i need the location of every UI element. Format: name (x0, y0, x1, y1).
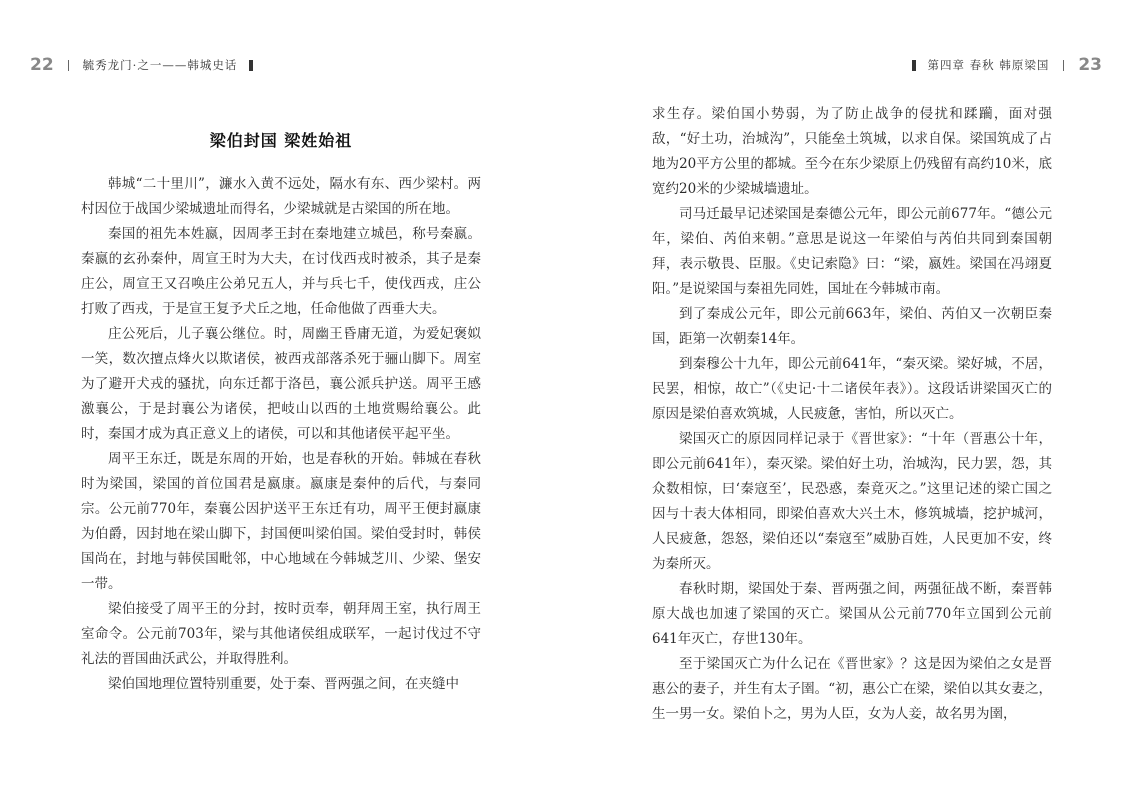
header-divider (1063, 60, 1064, 71)
left-running-title: 毓秀龙门·之一——韩城史话 (82, 58, 238, 72)
right-running-header (912, 54, 1102, 76)
header-divider (68, 60, 69, 71)
paragraph: 庄公死后，儿子襄公继位。时，周幽王昏庸无道，为爱妃褒姒一笑，数次擅点烽火以欺诸侯，被西戎部落杀死于骊山脚下。周室为了避开犬戎的骚扰，向东迁都于洛邑，襄公派兵护送。周平王感激襄公，于是封襄公为诸侯，把岐山以西的土地赏赐给襄公。此时，秦国才成为真正意义上的诸侯，可以和其他诸侯平起平坐。 (81, 326, 481, 442)
paragraph: 春秋时期，梁国处于秦、晋两强之间，两强征战不断，秦晋韩原大战也加速了梁国的灭亡。梁国从公元前770年立国到公元前641年灭亡，存世130年。 (652, 581, 1052, 647)
right-running-title: 第四章 春秋 韩原梁国 (927, 58, 1050, 72)
paragraph: 秦国的祖先本姓嬴，因周孝王封在秦地建立城邑，称号秦嬴。秦嬴的玄孙秦仲，周宣王时为大夫，在讨伐西戎时被杀，其子是秦庄公，周宣王又召唤庄公弟兄五人，并与兵七千，使伐西戎，庄公打败了西戎，于是宣王复予犬丘之地，任命他做了西垂大夫。 (81, 226, 481, 317)
paragraph: 至于梁国灭亡为什么记在《晋世家》？这是因为梁伯之女是晋惠公的妻子，并生有太子圉。“初，惠公亡在梁，梁伯以其女妻之，生一男一女。梁伯卜之，男为人臣，女为人妾，故名男为圉， (652, 656, 1052, 722)
paragraph: 司马迁最早记述梁国是秦德公元年，即公元前677年。“德公元年，梁伯、芮伯来朝。”意思是说这一年梁伯与芮伯共同到秦国朝拜，表示敬畏、臣服。《史记索隐》曰：“梁，嬴姓。梁国在冯翊夏阳。”是说梁国与秦祖先同姓，国址在今韩城市南。 (652, 206, 1052, 297)
left-page-body (81, 104, 481, 697)
right-page-number: 23 (1078, 55, 1102, 75)
right-page-body (652, 102, 1052, 727)
paragraph: 韩城“二十里川”，濂水入黄不远处，隔水有东、西少梁村。两村因位于战国少梁城遗址而得名，少梁城就是古梁国的所在地。 (81, 176, 481, 217)
paragraph: 梁伯国地理位置特别重要，处于秦、晋两强之间，在夹缝中 (108, 676, 459, 692)
left-page-number: 22 (30, 55, 54, 75)
paragraph: 到秦穆公十九年，即公元前641年，“秦灭梁。梁好城，不居，民罢，相惊，故亡”（《史记·十二诸侯年表》）。这段话讲梁国灭亡的原因是梁伯喜欢筑城，人民疲惫，害怕，所以灭亡。 (652, 356, 1052, 422)
paragraph: 梁伯接受了周平王的分封，按时贡奉，朝拜周王室，执行周王室命令。公元前703年，梁与其他诸侯组成联军，一起讨伐过不守礼法的晋国曲沃武公，并取得胜利。 (81, 601, 481, 667)
article-title: 梁伯封国 梁姓始祖 (209, 131, 353, 150)
paragraph: 周平王东迁，既是东周的开始，也是春秋的开始。韩城在春秋时为梁国，梁国的首位国君是嬴康。嬴康是秦仲的后代，与秦同宗。公元前770年，秦襄公因护送平王东迁有功，周平王便封嬴康为伯爵，因封地在梁山脚下，封国便叫梁伯国。梁伯受封时，韩侯国尚在，封地与韩侯国毗邻，中心地域在今韩城芝川、少梁、堡安一带。 (81, 451, 481, 592)
continued-paragraph: 求生存。梁伯国小势弱，为了防止战争的侵扰和蹂躏，面对强敌，“好土功，治城沟”，只能垒土筑城，以求自保。梁国筑成了占地为20平方公里的都城。至今在东少梁原上仍残留有高约10米，底宽约20米的少梁城墙遗址。 (652, 106, 1052, 197)
header-block-mark (249, 60, 253, 71)
paragraph: 梁国灭亡的原因同样记录于《晋世家》：“十年（晋惠公十年，即公元前641年），秦灭梁。梁伯好土功，治城沟，民力罢，怨，其众数相惊，曰‘秦寇至’，民恐惑，秦竟灭之。”这里记述的梁亡国之因与十表大体相同，即梁伯喜欢大兴土木，修筑城墙，挖护城河，人民疲惫，怨怒，梁伯还以“秦寇至”威胁百姓，人民更加不安，终为秦所灭。 (652, 431, 1052, 572)
left-running-header (30, 54, 253, 76)
paragraph: 到了秦成公元年，即公元前663年，梁伯、芮伯又一次朝臣秦国，距第一次朝秦14年。 (652, 306, 1052, 347)
header-block-mark (912, 60, 916, 71)
